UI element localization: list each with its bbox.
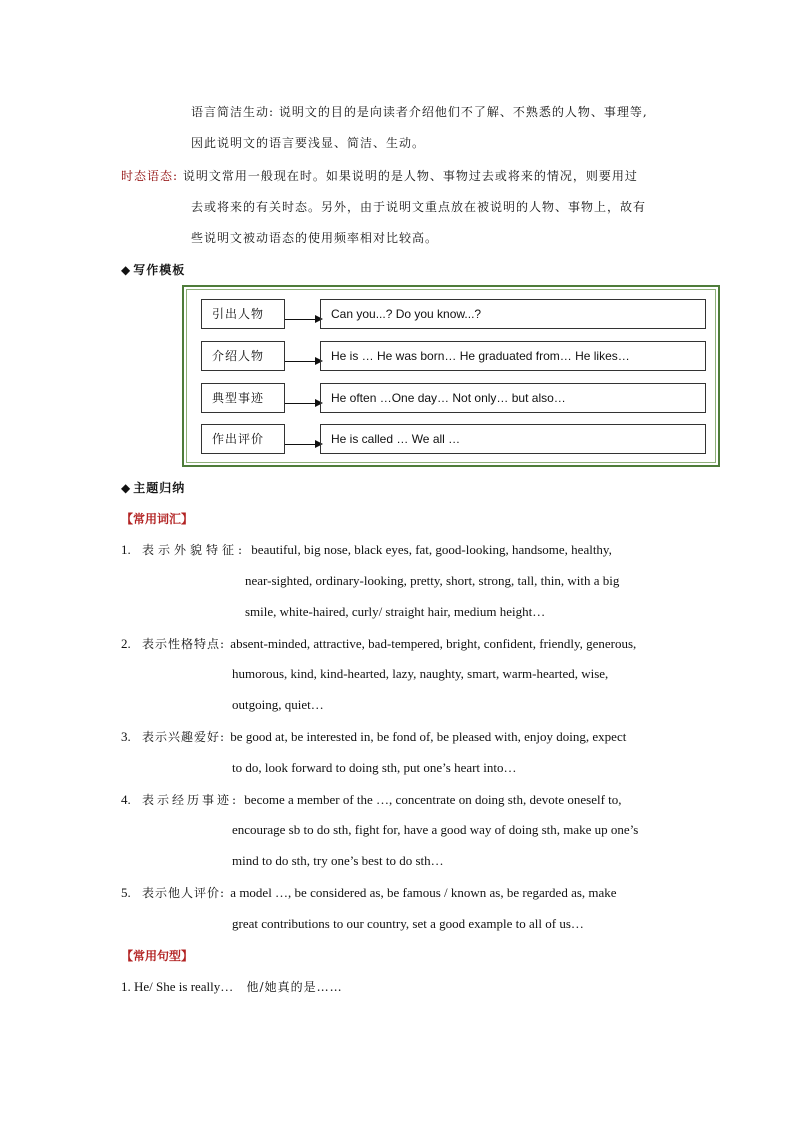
phrase-box-3: He often …One day… Not only… but also… bbox=[320, 383, 706, 413]
tense-line-3: 些说明文被动语态的使用频率相对比较高。 bbox=[191, 231, 439, 245]
template-heading-text: 写作模板 bbox=[133, 263, 186, 277]
sentence-item-1 bbox=[121, 979, 343, 995]
vocab-num: 1. bbox=[121, 542, 131, 557]
step-box-introduce-person: 引出人物 bbox=[201, 299, 285, 329]
vocab-line: near-sighted, ordinary-looking, pretty, short, strong, tall, thin, with a big bbox=[245, 573, 620, 588]
vocab-line: smile, white-haired, curly/ straight hair, medium height… bbox=[245, 604, 546, 619]
vocab-line: outgoing, quiet… bbox=[232, 697, 324, 712]
vocab-line: mind to do sth, try one’s best to do sth… bbox=[232, 853, 444, 868]
sentence-en: 1. He/ She is really… bbox=[121, 979, 234, 994]
vocab-label: 表示外貌特征: bbox=[142, 543, 247, 557]
diamond-bullet-icon: ◆ bbox=[121, 481, 132, 495]
vocab-num: 3. bbox=[121, 729, 131, 744]
vocab-item-1 bbox=[121, 542, 612, 558]
arrow-right-icon bbox=[285, 444, 321, 445]
vocab-line: humorous, kind, kind-hearted, lazy, naughty, smart, warm-hearted, wise, bbox=[232, 666, 609, 681]
vocab-label: 表示他人评价: bbox=[142, 886, 226, 900]
vocab-item-5 bbox=[121, 885, 617, 901]
vocab-line: great contributions to our country, set a good example to all of us… bbox=[232, 916, 584, 931]
vocab-line: be good at, be interested in, be fond of, be pleased with, enjoy doing, expect bbox=[230, 729, 627, 744]
theme-heading-text: 主题归纳 bbox=[133, 481, 186, 495]
tense-label: 时态语态: bbox=[121, 169, 179, 183]
tense-paragraph bbox=[121, 168, 638, 184]
vocab-label: 表示经历事迹: bbox=[142, 793, 240, 807]
arrow-right-icon bbox=[285, 361, 321, 362]
template-diagram bbox=[182, 285, 720, 467]
vocab-num: 4. bbox=[121, 792, 131, 807]
sentence-heading: 【常用句型】 bbox=[121, 949, 194, 963]
arrow-right-icon bbox=[285, 403, 321, 404]
template-heading bbox=[121, 262, 185, 278]
vocab-line: absent-minded, attractive, bad-tempered, bright, confident, friendly, generous, bbox=[230, 636, 637, 651]
vocab-label: 表示性格特点: bbox=[142, 637, 226, 651]
step-box-evaluation: 作出评价 bbox=[201, 424, 285, 454]
vocab-line: encourage sb to do sth, fight for, have a good way of doing sth, make up one’s bbox=[232, 822, 639, 837]
step-box-describe-person: 介绍人物 bbox=[201, 341, 285, 371]
vocab-num: 2. bbox=[121, 636, 131, 651]
vocab-line: beautiful, big nose, black eyes, fat, good-looking, handsome, healthy, bbox=[251, 542, 612, 557]
style-line-2: 因此说明文的语言要浅显、简洁、生动。 bbox=[191, 136, 426, 150]
vocab-line: to do, look forward to doing sth, put one’s heart into… bbox=[232, 760, 517, 775]
arrow-right-icon bbox=[285, 319, 321, 320]
phrase-box-2: He is … He was born… He graduated from… He likes… bbox=[320, 341, 706, 371]
vocab-item-4 bbox=[121, 792, 622, 808]
diamond-bullet-icon: ◆ bbox=[121, 263, 132, 277]
vocab-line: become a member of the …, concentrate on doing sth, devote oneself to, bbox=[244, 792, 622, 807]
tense-line-2: 去或将来的有关时态。另外，由于说明文重点放在被说明的人物、事物上，故有 bbox=[191, 200, 647, 214]
phrase-box-4: He is called … We all … bbox=[320, 424, 706, 454]
vocab-item-2 bbox=[121, 636, 636, 652]
vocab-label: 表示兴趣爱好: bbox=[142, 730, 226, 744]
vocab-heading: 【常用词汇】 bbox=[121, 512, 194, 526]
vocab-item-3 bbox=[121, 729, 626, 745]
phrase-box-1: Can you...? Do you know...? bbox=[320, 299, 706, 329]
vocab-num: 5. bbox=[121, 885, 131, 900]
style-line-1: 语言简洁生动: 说明文的目的是向读者介绍他们不了解、不熟悉的人物、事理等, bbox=[191, 105, 648, 119]
step-box-typical-deeds: 典型事迹 bbox=[201, 383, 285, 413]
theme-heading bbox=[121, 480, 185, 496]
sentence-cn: 他/她真的是…… bbox=[246, 980, 343, 994]
tense-line-1: 说明文常用一般现在时。如果说明的是人物、事物过去或将来的情况，则要用过 bbox=[178, 169, 638, 183]
vocab-line: a model …, be considered as, be famous / known as, be regarded as, make bbox=[230, 885, 617, 900]
